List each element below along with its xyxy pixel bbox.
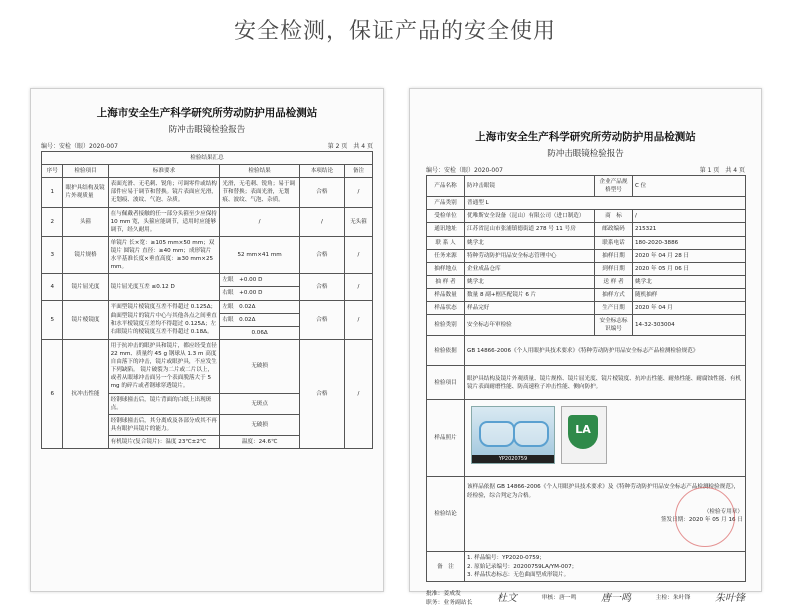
items-text: 眼护具结构及镜片外观质量、镜片规格、镜片屈光度、镜片棱镜度、抗冲击性能、耐热性能、耐腐蚀性能、有机镜片表面耐磨性能、防高速粒子冲击性能、侧向防护。 [465, 366, 746, 400]
inspector-label: 主检： [655, 595, 673, 602]
row-result-left [220, 300, 300, 313]
field-value: 2020 年 04 月 28 日 [633, 249, 746, 262]
table-row [427, 210, 746, 223]
reviewer-name: 唐一鸣 [558, 595, 577, 602]
approver-title: 职务：业务副站长 [426, 599, 473, 606]
items-label: 检验项目 [427, 366, 465, 400]
left-eye-label: 左眼 [222, 303, 234, 310]
approver-block [426, 588, 472, 606]
row-result-right [220, 313, 300, 326]
header-cell: 检验结果 [220, 165, 300, 178]
row-item: 镜片屈光度 [63, 274, 108, 300]
row-item: 眼护具结构及镜片外观质量 [63, 178, 108, 207]
page-number: 第 2 页 共 4 页 [327, 143, 373, 150]
field-value: 2020 年 04 月 [633, 302, 746, 315]
field-value: 江苏省昆山市张浦镇德街道 278 号 11 号房 [465, 223, 595, 236]
report-number: 编号：安检（眼）2020-007 [426, 167, 503, 174]
field-value: 安全标志年审检验 [465, 315, 595, 336]
field-value: 姚学北 [633, 275, 746, 288]
row-requirement: 镜片屈光度互差 ≤0.12 D [108, 274, 220, 300]
field-value: 随机抽样 [633, 288, 746, 301]
field-value: 2020 年 05 月 06 日 [633, 262, 746, 275]
inspection-stamp-icon [675, 487, 735, 547]
row-conclusion: 合格 [299, 339, 344, 448]
row-sub-result: 无破损 [220, 339, 300, 393]
table-row [427, 275, 746, 288]
signature-footer [426, 588, 745, 606]
field-value: C 位 [633, 176, 746, 197]
table-row [427, 315, 746, 336]
remark-line: 2. 原始记录编号：20200759LA/YM-007； [467, 563, 578, 570]
field-label: 生产日期 [595, 302, 633, 315]
row-number: 1 [42, 178, 63, 207]
table-row [427, 336, 746, 366]
conclusion-cell [465, 477, 746, 552]
right-eye-label: 右眼 [222, 290, 234, 297]
row-number: 4 [42, 274, 63, 300]
stamp-note: （检验专用章） [703, 508, 743, 515]
report-subtitle: 防冲击眼镜检验报告 [168, 125, 246, 135]
field-value: 样品完好 [465, 302, 595, 315]
row-conclusion: 合格 [299, 236, 344, 273]
table-row [427, 249, 746, 262]
remark-cell [465, 552, 746, 581]
table-row [42, 300, 373, 313]
field-label: 任务来源 [427, 249, 465, 262]
goggle-photo [471, 406, 555, 464]
report-page-summary[interactable] [30, 88, 384, 592]
photo-caption: YP2020759 [472, 455, 554, 463]
field-label: 企业产品规格型号 [595, 176, 633, 197]
table-row [42, 339, 373, 393]
report-page-cover[interactable] [409, 88, 762, 606]
report-subtitle: 防冲击眼镜检验报告 [547, 149, 624, 159]
field-value: 数量 8 副+框匹配镜片 6 片 [465, 288, 595, 301]
field-label: 安全标志标识编号 [595, 315, 633, 336]
row-number: 6 [42, 339, 63, 448]
report-title: 上海市安全生产科学研究所劳动防护用品检测站 [475, 131, 696, 143]
table-row [427, 552, 746, 581]
report-title: 上海市安全生产科学研究所劳动防护用品检测站 [96, 107, 318, 119]
sub-requirement: 经钢球撞击后，镜片背面的白纸上出现斑点。 [108, 393, 220, 414]
row-item: 镜片规格 [63, 236, 108, 273]
row-requirement: 在与佩戴者接触的任一部分头箍至少应保持 10 mm 宽，头箍应能调节，适用时应能够调节，经久耐用。 [108, 207, 220, 236]
left-eye-value: +0.00 D [239, 277, 263, 284]
reviewer-block [542, 592, 577, 601]
row-number: 3 [42, 236, 63, 273]
row-sub-result: 无破损 [220, 414, 300, 435]
table-row [42, 178, 373, 207]
field-label: 通讯地址 [427, 223, 465, 236]
header-cell: 序号 [42, 165, 63, 178]
sub-requirement: 有机镜片(复合镜片)：温度 23℃±2℃ [108, 435, 220, 448]
field-label: 联系电话 [595, 236, 633, 249]
field-label: 送 样 者 [595, 275, 633, 288]
header-cell: 标准要求 [108, 165, 220, 178]
sub-requirement: 经钢球撞击后，其分离成及各部分成其不再具有眼护具镜片的能力。 [108, 414, 220, 435]
right-eye-value: 0.02Δ [239, 316, 256, 323]
field-value: 企业成品仓库 [465, 262, 595, 275]
row-item: 头箍 [63, 207, 108, 236]
row-item: 镜片棱镜度 [63, 300, 108, 339]
row-note: / [344, 300, 372, 339]
table-row [427, 223, 746, 236]
row-note: 无头箍 [344, 207, 372, 236]
inspector-signature: 朱叶锋 [714, 593, 745, 605]
la-label-photo [561, 406, 607, 464]
field-label: 抽样方式 [595, 288, 633, 301]
field-label: 邮政编码 [595, 223, 633, 236]
summary-caption: 检验结果汇总 [42, 152, 373, 165]
reviewer-signature: 唐一鸣 [600, 593, 631, 605]
inspector-name: 朱叶锋 [672, 595, 691, 602]
remark-line: 3. 样品状态标志：无色曲面型成形镜片。 [467, 571, 570, 578]
summary-table [41, 151, 373, 449]
row-conclusion: 合格 [299, 178, 344, 207]
field-label: 检验类别 [427, 315, 465, 336]
field-label: 样品状态 [427, 302, 465, 315]
requirement-text: 用于抗冲击的眼护具和镜片，都应经受直径 22 mm、质量约 45 g 钢球从 1.3 m 高度自由落下的冲击，镜片或眼护具，不应发生下列缺陷。 [110, 342, 217, 374]
report-info-table [426, 175, 746, 582]
basis-label: 检验依据 [427, 336, 465, 366]
table-row [427, 400, 746, 477]
goggle-lens-left [479, 421, 515, 447]
field-value: 普通型 L [465, 197, 746, 210]
row-result-extra: 0.06Δ [220, 326, 300, 339]
row-result: 光滑，无毛刺、锐角；易于调节和替换；表面光滑，无划痕、波纹、气泡、杂质。 [220, 178, 300, 207]
right-eye-value: +0.00 D [239, 290, 263, 297]
header-cell: 检验项目 [63, 165, 108, 178]
report-number: 编号：安检（眼）2020-007 [41, 143, 118, 150]
inspector-block [656, 592, 691, 601]
row-requirement: 单镜片 长×宽：≥105 mm×50 mm；双镜片 圆镜片 直径：≥40 mm；成形镜片 水平基准长度×垂直高度：≥30 mm×25 mm。 [108, 236, 220, 273]
sample-photo-cell [465, 400, 746, 477]
table-row [427, 288, 746, 301]
basis-text: GB 14866-2006《个人用眼护具技术要求》《特种劳动防护用品安全标志产品检测检验规范》 [465, 336, 746, 366]
row-requirement [108, 339, 220, 393]
remark-line: 1. 样品编号：YP2020-0759； [467, 555, 545, 562]
table-row [427, 262, 746, 275]
table-row [427, 366, 746, 400]
photo-label: 样品照片 [427, 400, 465, 477]
field-value: 优唯斯安全设备（昆山）有限公司（进口制造） [465, 210, 595, 223]
sub-requirement: 镜片破裂为二片或二片以上，或者从眼球冲击面另一个表面脱落大于 5 mg 的碎片或者钢球穿透镜片。 [110, 367, 214, 390]
header-cell: 本项结论 [299, 165, 344, 178]
conclusion-label: 检验结论 [427, 477, 465, 552]
goggle-lens-right [513, 421, 549, 447]
row-note: / [344, 339, 372, 448]
row-requirement: 平面型镜片棱镜度互差不得超过 0.125Δ；曲面型镜片的镜片中心与其他各点之间垂直和水平棱镜度互差均不得超过 0.125Δ；左右眼镜片的棱镜度互差不得超过 0.18Δ。 [108, 300, 220, 339]
field-value: 14-32-303004 [633, 315, 746, 336]
table-row [42, 274, 373, 287]
row-note: / [344, 274, 372, 300]
page-headline: 安全检测，保证产品的安全使用 [233, 19, 556, 44]
row-result: / [220, 207, 300, 236]
field-value: 防冲击眼镜 [465, 176, 595, 197]
right-eye-label: 右眼 [222, 316, 234, 323]
approver: 批准：姜成发 [426, 590, 461, 597]
field-value: 特种劳动防护用品安全标志管理中心 [465, 249, 595, 262]
field-label: 联 系 人 [427, 236, 465, 249]
field-value: 215321 [633, 223, 746, 236]
page-number: 第 1 页 共 4 页 [699, 167, 745, 174]
la-shield-icon: LA [568, 415, 598, 449]
field-value: 姚学北 [465, 236, 595, 249]
field-label: 产品类别 [427, 197, 465, 210]
row-note: / [344, 236, 372, 273]
left-eye-label: 左眼 [222, 277, 234, 284]
field-label: 抽 样 者 [427, 275, 465, 288]
row-conclusion: 合格 [299, 300, 344, 339]
row-number: 5 [42, 300, 63, 339]
table-row [427, 197, 746, 210]
remark-label: 备 注 [427, 552, 465, 581]
left-eye-value: 0.02Δ [239, 303, 256, 310]
reviewer-label: 审核： [541, 595, 559, 602]
field-label: 抽样地点 [427, 262, 465, 275]
row-sub-result: 无斑点 [220, 393, 300, 414]
table-row [427, 236, 746, 249]
table-row [42, 236, 373, 273]
row-conclusion: 合格 [299, 274, 344, 300]
row-requirement: 表面光滑、无毛刺、锐角；可调零件或结构部件应易于调节和替换。镜片表面应光滑，无划痕、波纹、气泡、杂质。 [108, 178, 220, 207]
field-label: 产品名称 [427, 176, 465, 197]
sign-date: 签发日期：2020 年 05 月 16 日 [660, 516, 743, 523]
field-label: 到样日期 [595, 262, 633, 275]
row-result-left [220, 274, 300, 287]
table-row [427, 477, 746, 552]
field-value: / [633, 210, 746, 223]
row-sub-result: 温度：24.6℃ [220, 435, 300, 448]
field-value: 姚学北 [465, 275, 595, 288]
field-value: 180-2020-3886 [633, 236, 746, 249]
field-label: 抽样日期 [595, 249, 633, 262]
approver-signature: 杜文 [496, 593, 517, 605]
field-label: 受检单位 [427, 210, 465, 223]
table-row [427, 176, 746, 197]
conclusion-text: 该样品依据 GB 14866-2006《个人用眼护具技术要求》及《特种劳动防护用品安全标志产品检测检验规范》，经检验，综合判定为合格。 [467, 484, 740, 499]
row-conclusion: / [299, 207, 344, 236]
header-cell: 备注 [344, 165, 372, 178]
row-note: / [344, 178, 372, 207]
row-result-right [220, 287, 300, 300]
field-label: 商 标 [595, 210, 633, 223]
row-item: 抗冲击性能 [63, 339, 108, 448]
row-result: 52 mm×41 mm [220, 236, 300, 273]
row-number: 2 [42, 207, 63, 236]
field-label: 样品数量 [427, 288, 465, 301]
table-row [427, 302, 746, 315]
table-row [42, 207, 373, 236]
